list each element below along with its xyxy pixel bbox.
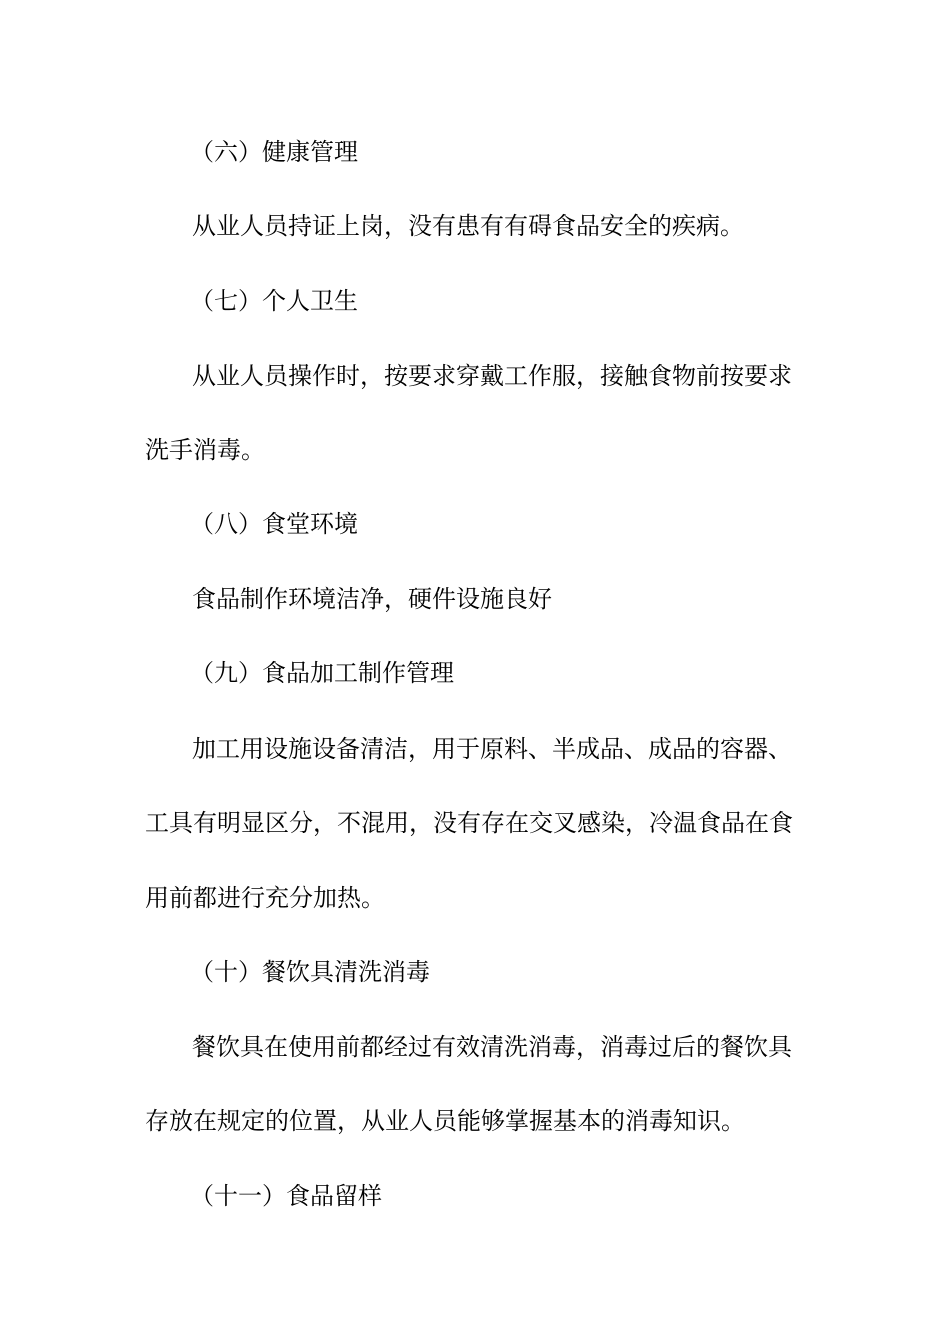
paragraph-line: 洗手消毒。 xyxy=(145,436,265,464)
section-heading-tableware-disinfection: （十）餐饮具清洗消毒 xyxy=(190,958,430,986)
paragraph-line: 加工用设施设备清洁，用于原料、半成品、成品的容器、 xyxy=(192,735,792,763)
paragraph-line: 餐饮具在使用前都经过有效清洗消毒，消毒过后的餐饮具 xyxy=(192,1033,792,1061)
paragraph-line: 工具有明显区分，不混用，没有存在交叉感染，冷温食品在食 xyxy=(145,809,793,837)
section-heading-food-processing: （九）食品加工制作管理 xyxy=(190,659,454,687)
section-heading-canteen-environment: （八）食堂环境 xyxy=(190,510,358,538)
section-heading-food-sampling: （十一）食品留样 xyxy=(190,1182,382,1210)
paragraph-line: 从业人员操作时，按要求穿戴工作服，接触食物前按要求 xyxy=(192,362,792,390)
paragraph-line: 从业人员持证上岗，没有患有有碍食品安全的疾病。 xyxy=(192,212,744,240)
paragraph-line: 存放在规定的位置，从业人员能够掌握基本的消毒知识。 xyxy=(145,1107,745,1135)
paragraph-line: 食品制作环境洁净，硬件设施良好 xyxy=(192,585,552,613)
section-heading-health-management: （六）健康管理 xyxy=(190,138,358,166)
section-heading-personal-hygiene: （七）个人卫生 xyxy=(190,287,358,315)
paragraph-line: 用前都进行充分加热。 xyxy=(145,884,385,912)
